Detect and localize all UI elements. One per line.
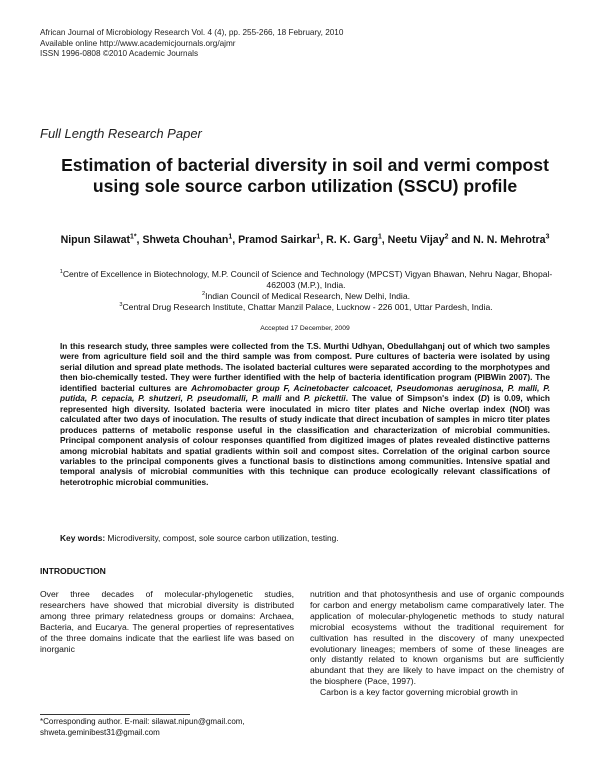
author-affil-mark: 2 xyxy=(444,233,449,241)
species-list: Achromobacter group F, Acinetobacter calcoacet, Pseudomonas aeruginosa, P. malli, P. putida, P. cepacia, P. shutzeri, P. pseudomalli, P. malli xyxy=(60,382,550,404)
affiliation-mark: 1 xyxy=(59,269,63,276)
abstract-text: . The value of Simpson's index ( xyxy=(345,393,481,404)
affiliation-2 xyxy=(52,291,560,302)
accepted-date: Accepted 17 December, 2009 xyxy=(260,325,350,332)
journal-citation: African Journal of Microbiology Research Vol. 4 (4), pp. 255-266, 18 February, 2010 xyxy=(40,28,344,37)
body-paragraph: Over three decades of molecular-phylogenetic studies, researchers have showed that microbial diversity is distributed among three primary relatedness groups or domains: Archaea, Bacteria, and Eucarya. The general properties of representatives of the three domains indicate that the earliest life was based on inorganic xyxy=(40,589,294,654)
journal-online-url: Available online http://www.academicjournals.org/ajmr xyxy=(40,38,236,48)
author-name: N. N. Mehrotra xyxy=(473,234,546,246)
affiliation-3 xyxy=(52,302,560,313)
journal-header xyxy=(40,28,343,60)
author-affil-mark: 1 xyxy=(377,233,382,241)
abstract-text: and xyxy=(285,393,300,404)
body-column-right xyxy=(310,589,564,698)
affiliation-text: Central Drug Research Institute, Chattar Manzil Palace, Lucknow - 226 001, Uttar Pardesh, India. xyxy=(122,302,493,312)
body-column-left xyxy=(40,589,294,654)
abstract-text: ) is 0.09, which represented high diversity. Isolated bacteria were inoculated in micro titer plates and Niche overlap index (NOI) was calculated after two days of inoculation. The results of study indicate that direct incubation of samples in micro titer plates produces patterns of metabolic response useful in the classification and characterization of microbial communities. Principal component analysis of colour responses quantified from digitized images of plates revealed distinctive patterns among microbial habitats and spatial gradients within soil and compost sites. Correlation of the original carbon source variables to the principal components gives a functional basis to distinctions among communities. Intensive spatial and temporal analysis of microbial communities with this technique can produce ecologically relevant classifications of heterotrophic microbial communities. xyxy=(60,393,550,487)
author-affil-mark: 1 xyxy=(316,233,321,241)
author-name: Neetu Vijay xyxy=(387,234,445,246)
abstract xyxy=(60,341,550,487)
author-name: Nipun Silawat xyxy=(60,234,131,246)
abstract-text: In this research study, three samples were collected from the T.S. Murthi Udhyan, Obedullahganj out of which two samples were from agriculture field soil and the third sample was from compost. Pure cultures of bacteria were isolated by using serial dilution and spread plate methods. The isolated bacterial cultures were separated according to the morphotypes and then bio-chemically tested. They were further identified with the help of bacteria identification program (PIBWin 2007). The identified bacterial cultures are xyxy=(60,341,550,393)
author-affil-mark: 3 xyxy=(545,233,550,241)
footnote-divider xyxy=(40,714,190,715)
author-list: Nipun Silawat$^{1*}$, Shweta Chouhan$^1$, Pramod Sairkar$^1$, R. K. Garg$^1$, Neetu Vijay$^2$ and N. N. Mehrotra$^3$ xyxy=(60,233,550,246)
keywords xyxy=(60,533,550,543)
keywords-text: Microdiversity, compost, sole source carbon utilization, testing. xyxy=(107,533,339,543)
author-name: R. K. Garg xyxy=(326,234,378,246)
affiliation-mark: 3 xyxy=(119,302,123,309)
author-name: Shweta Chouhan xyxy=(142,234,229,246)
footnote-line: shweta.geminibest31@gmail.com xyxy=(40,727,160,737)
affiliation-1 xyxy=(52,269,560,291)
author-conjunction: and xyxy=(451,234,471,246)
affiliation-mark: 2 xyxy=(201,291,206,298)
body-paragraph: Carbon is a key factor governing microbial growth in xyxy=(320,687,518,698)
paper-title: Estimation of bacterial diversity in soil and vermi compost using sole source carbon utilization (SSCU) profile xyxy=(61,155,549,196)
abstract-paragraph xyxy=(60,341,550,487)
author-affil-mark: 1* xyxy=(130,233,137,241)
body-paragraph: nutrition and that photosynthesis and use of organic compounds for carbon and energy metabolism came comparatively later. The application of molecular-phylogenetic methods to study natural microbial ecosystems without the traditional requirement for cultivation has resulted in the discovery of many unexpected evolutionary lineages; members of some of these lineages are only distantly related to known organisms but are sufficiently abundant that they are likely to have impact on the chemistry of the biosphere (Pace, 1997). xyxy=(310,589,564,687)
paper-type: Full Length Research Paper xyxy=(40,126,202,141)
affiliation-text: Indian Council of Medical Research, New Delhi, India. xyxy=(205,291,411,301)
keywords-label: Key words: xyxy=(60,533,106,543)
section-heading-introduction: INTRODUCTION xyxy=(40,566,106,576)
affiliations xyxy=(52,269,560,313)
species-name: P. pickettii xyxy=(303,393,346,404)
author-name: Pramod Sairkar xyxy=(238,234,317,246)
footnote-line: *Corresponding author. E-mail: silawat.nipun@gmail.com, xyxy=(40,717,245,726)
simpson-symbol: D xyxy=(480,393,487,404)
affiliation-text: Centre of Excellence in Biotechnology, M.P. Council of Science and Technology (MPCST) Vigyan Bhawan, Nehru Nagar, Bhopal-462003 (M.P.), India. xyxy=(62,269,553,290)
journal-issn: ISSN 1996-0808 ©2010 Academic Journals xyxy=(40,49,199,59)
corresponding-author-footnote xyxy=(40,717,300,738)
author-affil-mark: 1 xyxy=(228,233,233,241)
